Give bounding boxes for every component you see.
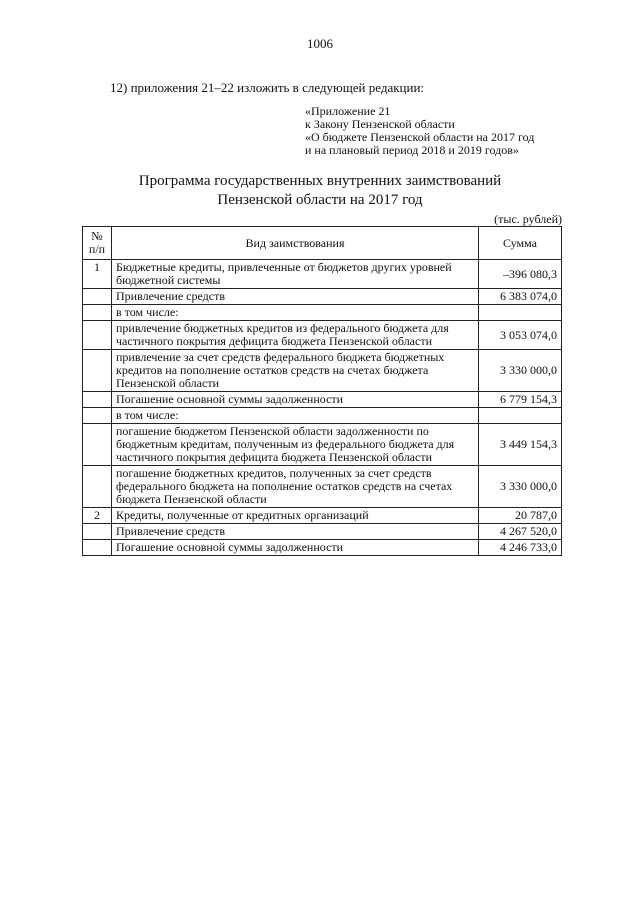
row-desc: погашение бюджетных кредитов, полученных за счет средств федерального бюджета на пополнение остатков средств на счетах бюджета Пензенской области — [112, 466, 479, 508]
table-row — [83, 508, 562, 524]
row-desc: привлечение бюджетных кредитов из федерального бюджета для частичного покрытия дефицита бюджета Пензенской области — [112, 321, 479, 350]
appendix-line-4: и на плановый период 2018 и 2019 годов» — [305, 143, 519, 157]
table-row — [83, 305, 562, 321]
row-num — [83, 408, 112, 424]
table-row — [83, 424, 562, 466]
table-header-row — [83, 227, 562, 260]
row-num — [83, 305, 112, 321]
table-row — [83, 408, 562, 424]
row-num — [83, 466, 112, 508]
row-sum — [479, 408, 562, 424]
row-sum: 3 053 074,0 — [479, 321, 562, 350]
header-type: Вид заимствования — [112, 227, 479, 260]
row-sum: 20 787,0 — [479, 508, 562, 524]
row-desc: Погашение основной суммы задолженности — [112, 540, 479, 556]
table-row — [83, 540, 562, 556]
row-sum: 6 383 074,0 — [479, 289, 562, 305]
header-num: № п/п — [83, 227, 112, 260]
units-label: (тыс. рублей) — [494, 212, 562, 226]
row-desc: привлечение за счет средств федерального бюджета бюджетных кредитов на пополнение остатков средств на счетах бюджета Пензенской области — [112, 350, 479, 392]
row-desc: Привлечение средств — [112, 524, 479, 540]
row-sum: –396 080,3 — [479, 260, 562, 289]
row-sum: 3 330 000,0 — [479, 350, 562, 392]
row-desc: в том числе: — [112, 305, 479, 321]
appendix-line-2: к Закону Пензенской области — [305, 117, 455, 131]
row-desc: Погашение основной суммы задолженности — [112, 392, 479, 408]
header-sum: Сумма — [479, 227, 562, 260]
row-desc: в том числе: — [112, 408, 479, 424]
row-num: 2 — [83, 508, 112, 524]
row-sum: 3 330 000,0 — [479, 466, 562, 508]
row-num — [83, 392, 112, 408]
table-row — [83, 321, 562, 350]
row-num — [83, 424, 112, 466]
row-sum — [479, 305, 562, 321]
row-num — [83, 540, 112, 556]
page-number: 1006 — [307, 36, 333, 51]
row-desc: Бюджетные кредиты, привлеченные от бюджетов других уровней бюджетной системы — [112, 260, 479, 289]
instruction-text: 12) приложения 21–22 изложить в следующей редакции: — [110, 80, 425, 95]
row-num: 1 — [83, 260, 112, 289]
table-row — [83, 466, 562, 508]
row-num — [83, 524, 112, 540]
borrowing-table — [82, 226, 562, 556]
row-num — [83, 350, 112, 392]
document-title — [0, 172, 640, 210]
table-row — [83, 260, 562, 289]
row-desc: Кредиты, полученные от кредитных организаций — [112, 508, 479, 524]
table-row — [83, 392, 562, 408]
title-line-2: Пензенской области на 2017 год — [217, 192, 423, 208]
row-sum: 3 449 154,3 — [479, 424, 562, 466]
table-row — [83, 289, 562, 305]
row-sum: 4 246 733,0 — [479, 540, 562, 556]
row-num — [83, 321, 112, 350]
row-sum: 6 779 154,3 — [479, 392, 562, 408]
title-line-1: Программа государственных внутренних заимствований — [138, 173, 502, 189]
table-row — [83, 350, 562, 392]
row-desc: Привлечение средств — [112, 289, 479, 305]
table-row — [83, 524, 562, 540]
appendix-line-1: «Приложение 21 — [305, 104, 391, 118]
appendix-line-3: «О бюджете Пензенской области на 2017 год — [305, 130, 535, 144]
row-sum: 4 267 520,0 — [479, 524, 562, 540]
row-desc: погашение бюджетом Пензенской области задолженности по бюджетным кредитам, полученным из федерального бюджета для частичного покрытия дефицита бюджета Пензенской области — [112, 424, 479, 466]
row-num — [83, 289, 112, 305]
appendix-header — [305, 105, 534, 157]
